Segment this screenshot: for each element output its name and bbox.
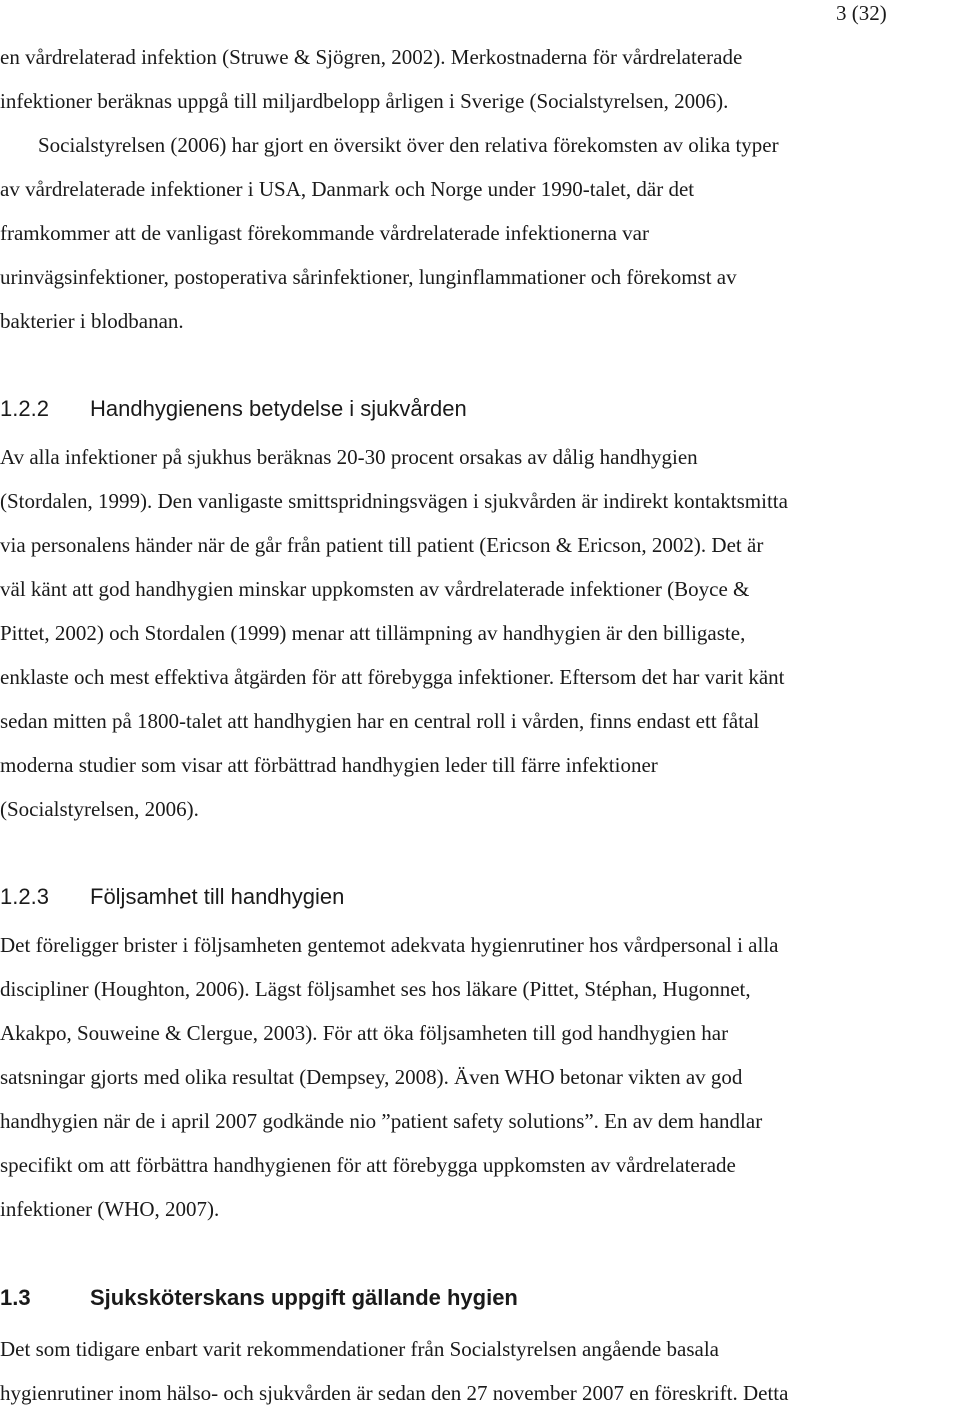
text-line: discipliner (Houghton, 2006). Lägst följsamhet ses hos läkare (Pittet, Stéphan, Hugonnet, <box>0 977 751 1001</box>
text-line: Det som tidigare enbart varit rekommendationer från Socialstyrelsen angående basala <box>0 1337 719 1361</box>
page-number: 3 (32) <box>836 1 887 25</box>
text-line: moderna studier som visar att förbättrad handhygien leder till färre infektioner <box>0 753 658 777</box>
text-line: Av alla infektioner på sjukhus beräknas 20-30 procent orsakas av dålig handhygien <box>0 445 698 469</box>
text-line: bakterier i blodbanan. <box>0 309 184 333</box>
text-line: infektioner beräknas uppgå till miljardbelopp årligen i Sverige (Socialstyrelsen, 2006). <box>0 89 729 113</box>
text-line: en vårdrelaterad infektion (Struwe & Sjögren, 2002). Merkostnaderna för vårdrelaterade <box>0 45 743 69</box>
text-line: hygienrutiner inom hälso- och sjukvården är sedan den 27 november 2007 en föreskrift. Detta <box>0 1381 789 1405</box>
text-line: satsningar gjorts med olika resultat (Dempsey, 2008). Även WHO betonar vikten av god <box>0 1065 743 1089</box>
text-line: Akakpo, Souweine & Clergue, 2003). För att öka följsamheten till god handhygien har <box>0 1021 729 1045</box>
text-line: framkommer att de vanligast förekommande vårdrelaterade infektionerna var <box>0 221 649 245</box>
text-line: Det föreligger brister i följsamheten gentemot adekvata hygienrutiner hos vårdpersonal i alla <box>0 933 779 957</box>
text-line: Pittet, 2002) och Stordalen (1999) menar att tillämpning av handhygien är den billigaste, <box>0 621 746 645</box>
text-line: av vårdrelaterade infektioner i USA, Danmark och Norge under 1990-talet, där det <box>0 177 695 201</box>
section-number: 1.2.3 <box>0 884 49 909</box>
section-title: Följsamhet till handhygien <box>90 884 345 909</box>
text-line: infektioner (WHO, 2007). <box>0 1197 220 1221</box>
text-line: enklaste och mest effektiva åtgärden för att förebygga infektioner. Eftersom det har varit känt <box>0 665 785 689</box>
text-line: (Socialstyrelsen, 2006). <box>0 797 199 821</box>
text-line: specifikt om att förbättra handhygienen för att förebygga uppkomsten av vårdrelaterade <box>0 1153 736 1177</box>
text-line: urinvägsinfektioner, postoperativa sårinfektioner, lunginflammationer och förekomst av <box>0 265 737 289</box>
text-line: sedan mitten på 1800-talet att handhygien har en central roll i vården, finns endast ett fåtal <box>0 709 760 733</box>
section-title: Handhygienens betydelse i sjukvården <box>90 396 467 421</box>
text-line: via personalens händer när de går från patient till patient (Ericson & Ericson, 2002). Det är <box>0 533 764 557</box>
text-line: Socialstyrelsen (2006) har gjort en översikt över den relativa förekomsten av olika typer <box>38 133 779 157</box>
section-title: Sjuksköterskans uppgift gällande hygien <box>90 1285 518 1310</box>
section-number: 1.3 <box>0 1285 31 1310</box>
text-line: handhygien när de i april 2007 godkände nio ”patient safety solutions”. En av dem handlar <box>0 1109 763 1133</box>
text-line: väl känt att god handhygien minskar uppkomsten av vårdrelaterade infektioner (Boyce & <box>0 577 750 601</box>
section-number: 1.2.2 <box>0 396 49 421</box>
text-line: (Stordalen, 1999). Den vanligaste smittspridningsvägen i sjukvården är indirekt kontaktsmitta <box>0 489 788 513</box>
